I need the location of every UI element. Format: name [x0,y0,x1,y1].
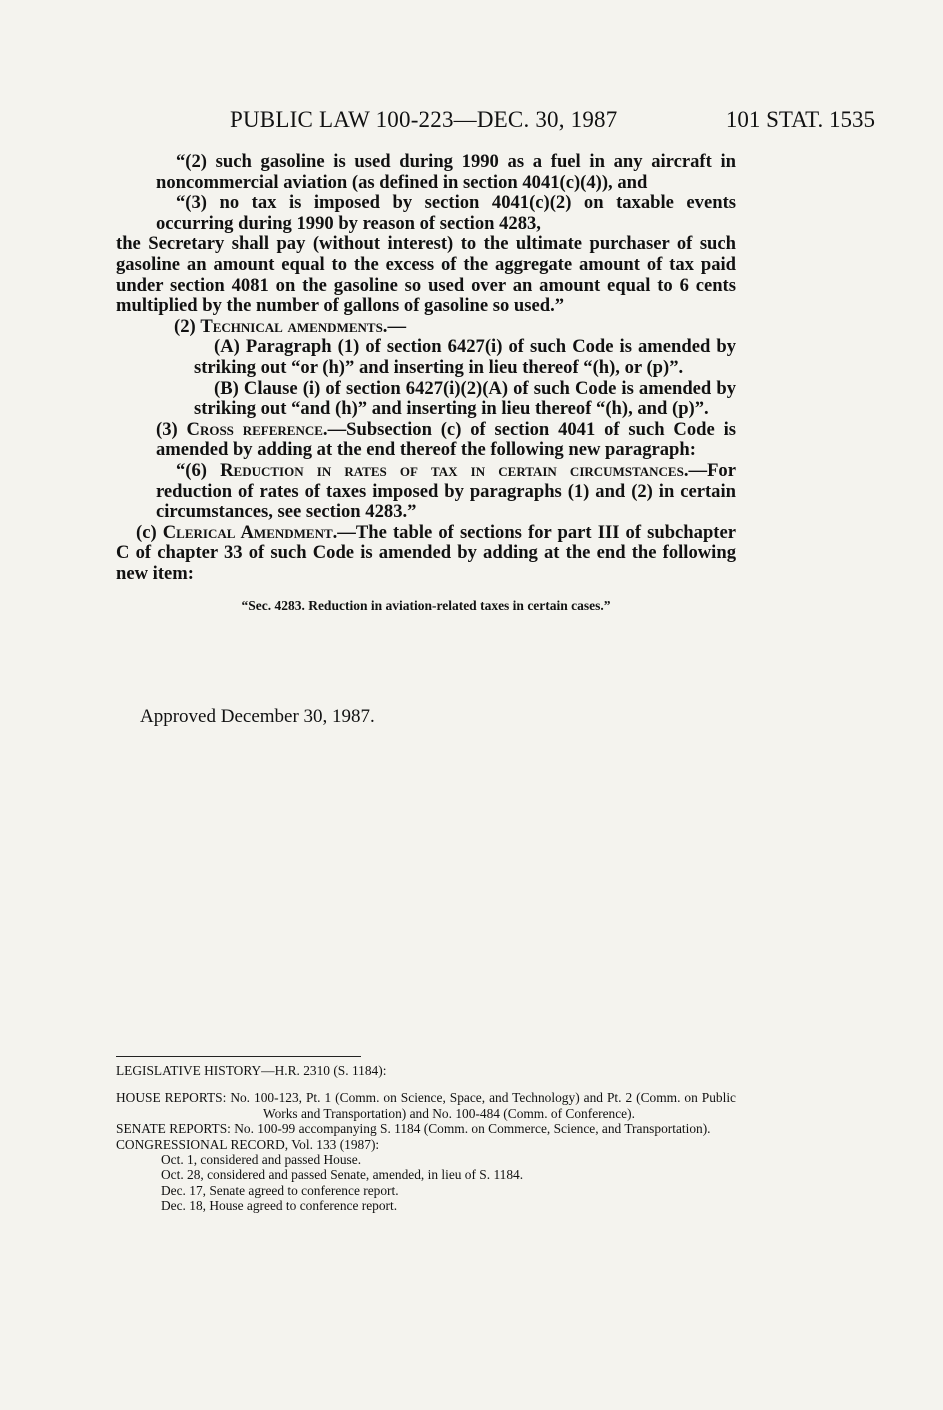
clerical-number: (c) [136,521,157,543]
legislative-history-title: LEGISLATIVE HISTORY—H.R. 2310 (S. 1184): [116,1063,387,1078]
page-header [230,107,875,137]
header-citation: PUBLIC LAW 100-223—DEC. 30, 1987 [230,107,618,132]
new-table-item: “Sec. 4283. Reduction in aviation-related taxes in certain cases.” [241,598,611,614]
congressional-record: CONGRESSIONAL RECORD, Vol. 133 (1987): [116,1136,380,1152]
paragraph-secretary-pay: the Secretary shall pay (without interest) to the ultimate purchaser of such gasoline an amount equal to the excess of the aggregate amount of tax paid under section 4081 on the gasoline so used over an amount equal to 6 cents multiplied by the number of gallons of gasoline so used.” [116,233,736,317]
amendment-a: (A) Paragraph (1) of section 6427(i) of such Code is amended by striking out “or (h)” and inserting in lieu thereof “(h), or (p)”. [194,336,736,378]
paragraph-cross-reference [116,420,736,461]
statute-body [116,152,736,631]
approval-date: Approved December 30, 1987. [140,706,375,727]
clerical-text: —The table of sections for part III of subchapter C of chapter 33 of such Code is amended by adding at the end the following new item: [116,521,736,584]
amendment-b: (B) Clause (i) of section 6427(i)(2)(A) of such Code is amended by striking out “and (h)” and inserting in lieu thereof “(h), and (p)”. [194,377,736,420]
reduction-number: “(6) [176,459,207,481]
reduction-heading: Reduction in rates of tax in certain circumstances. [220,459,689,481]
heading-technical-amendments [116,317,736,338]
technical-amendments-heading: Technical amendments.— [200,315,407,337]
paragraph-reduction-rates [116,461,736,523]
paragraph-clerical-amendment [116,523,736,585]
record-event: Oct. 28, considered and passed Senate, amended, in lieu of S. 1184. [161,1167,524,1183]
house-reports: HOUSE REPORTS: No. 100-123, Pt. 1 (Comm. on Science, Space, and Technology) and Pt. 2 (Comm. on Public Works and Transportation) and No. 100-484 (Comm. of Conference). [116,1090,736,1121]
technical-amendments-number: (2) [174,315,196,337]
cross-reference-text: —Subsection (c) of section 4041 of such Code is amended by adding at the end thereof the following new paragraph: [156,418,736,461]
record-event: Dec. 17, Senate agreed to conference report. [161,1182,399,1198]
record-event: Dec. 18, House agreed to conference report. [161,1198,398,1214]
reduction-text: —For reduction of rates of taxes imposed by paragraphs (1) and (2) in certain circumstances, see section 4283.” [156,459,736,523]
paragraph-3-no-tax: “(3) no tax is imposed by section 4041(c)(2) on taxable events occurring during 1990 by reason of section 4283, [156,192,736,234]
cross-reference-heading: Cross reference. [186,418,328,440]
cross-reference-number: (3) [156,418,178,440]
senate-reports: SENATE REPORTS: No. 100-99 accompanying S. 1184 (Comm. on Commerce, Science, and Transportation). [116,1121,711,1137]
paragraph-2-gasoline: “(2) such gasoline is used during 1990 as a fuel in any aircraft in noncommercial aviation (as defined in section 4041(c)(4)), and [156,151,736,193]
clerical-heading: Clerical Amendment. [162,521,338,543]
record-event: Oct. 1, considered and passed House. [161,1152,362,1168]
legislative-history [116,1063,736,1214]
header-stat-page: 101 STAT. 1535 [725,107,875,132]
footnote-divider [116,1056,361,1057]
